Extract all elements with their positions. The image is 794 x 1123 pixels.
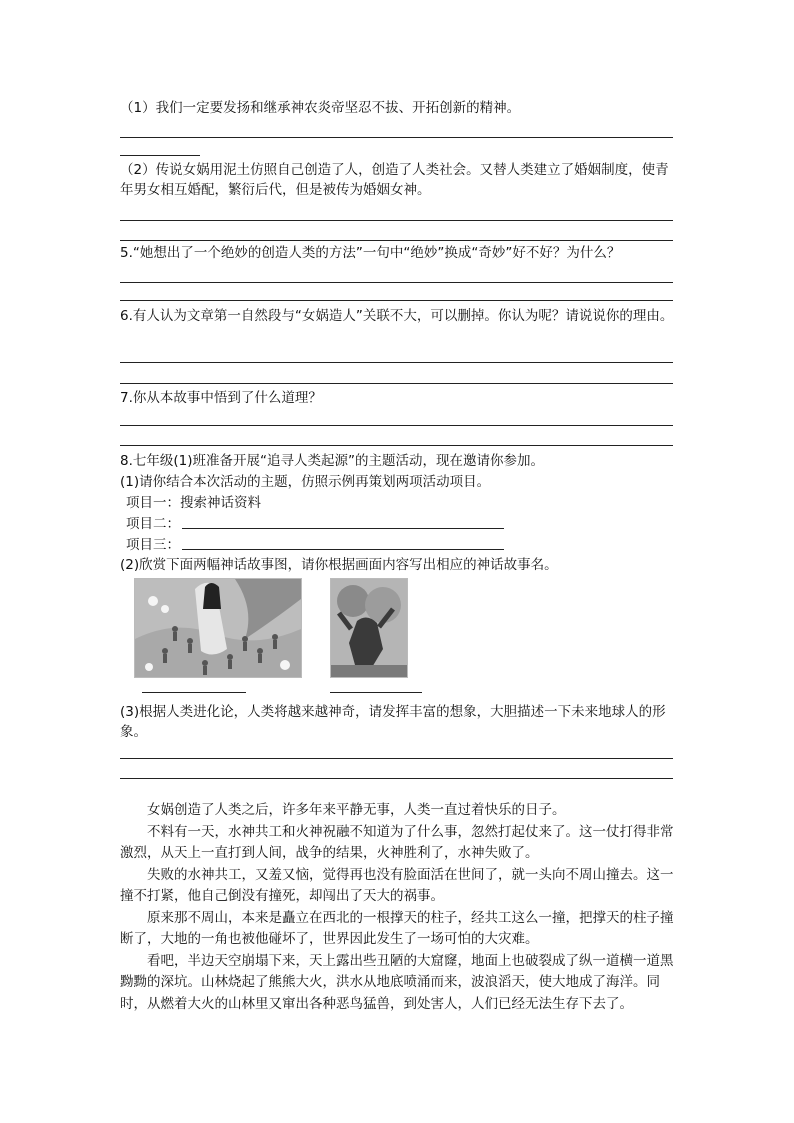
answer-line[interactable] (120, 362, 673, 363)
answer-line[interactable] (120, 300, 673, 301)
passage-paragraph-3: 失败的水神共工，又羞又恼，觉得再也没有脸面活在世间了，就一头向不周山撞去。这一撞不打紧，他自己倒没有撞死，却闯出了天大的祸事。 (120, 866, 674, 904)
project-3-answer-line[interactable] (182, 549, 504, 550)
q4-item-1: （1）我们一定要发扬和继承神农炎帝坚忍不拔、开拓创新的精神。 (120, 100, 521, 116)
q4-item-2: （2）传说女娲用泥土仿照自己创造了人，创造了人类社会。又替人类建立了婚姻制度，使青年男女相互婚配，繁衍后代，但是被传为婚姻女神。 (120, 162, 669, 198)
answer-line[interactable] (120, 282, 673, 283)
project-2-label: 项目二： (126, 516, 180, 532)
passage-paragraph-1: 女娲创造了人类之后，许多年来平静无事，人类一直过着快乐的日子。 (147, 802, 566, 818)
question-6: 6.有人认为文章第一自然段与“女娲造人”关联不大，可以删掉。你认为呢？请说说你的理由。 (120, 308, 674, 324)
mending-sky-illustration (330, 578, 408, 678)
answer-line[interactable] (120, 155, 200, 156)
passage-paragraph-4: 原来那不周山，本来是矗立在西北的一根撑天的柱子，经共工这么一撞，把撑天的柱子撞断了，大地的一角也被他碰坏了，世界因此发生了一场可怕的大灾难。 (120, 909, 674, 947)
nuwa-illustration (134, 578, 302, 678)
question-8-sub-3: (3)根据人类进化论，人类将越来越神奇，请发挥丰富的想象，大胆描述一下未来地球人的形象。 (120, 704, 666, 740)
answer-line[interactable] (120, 445, 673, 446)
passage-paragraph-2: 不料有一天，水神共工和火神祝融不知道为了什么事，忽然打起仗来了。这一仗打得非常激烈，从天上一直打到人间，战争的结果，火神胜利了，水神失败了。 (120, 823, 674, 861)
answer-line[interactable] (120, 383, 673, 384)
question-8-sub-2: (2)欣赏下面两幅神话故事图，请你根据画面内容写出相应的神话故事名。 (120, 557, 558, 573)
passage-paragraph-5: 看吧，半边天空崩塌下来，天上露出些丑陋的大窟窿，地面上也破裂成了纵一道横一道黑黝黝的深坑。山林烧起了熊熊大火，洪水从地底喷涌而来，波浪滔天，使大地成了海洋。同时，从燃着大火的山林里又窜出各种恶鸟猛兽，到处害人，人们已经无法生存下去了。 (120, 952, 674, 1012)
project-3-label: 项目三： (126, 537, 180, 553)
question-8-sub-1: (1)请你结合本次活动的主题，仿照示例再策划两项活动项目。 (120, 474, 491, 490)
project-1: 项目一：搜索神话资料 (126, 495, 261, 511)
reading-passage (120, 800, 676, 1015)
answer-line[interactable] (120, 220, 673, 221)
question-8-intro: 8.七年级(1)班准备开展“追寻人类起源”的主题活动，现在邀请你参加。 (120, 453, 544, 469)
question-7: 7.你从本故事中悟到了什么道理？ (120, 390, 322, 406)
story-name-answer-line-2[interactable] (330, 692, 422, 693)
question-5: 5.“她想出了一个绝妙的创造人类的方法”一句中“绝妙”换成“奇妙”好不好？为什么？ (120, 245, 621, 261)
answer-line[interactable] (120, 137, 673, 138)
answer-line[interactable] (120, 778, 673, 779)
answer-line[interactable] (120, 425, 673, 426)
answer-line[interactable] (120, 240, 673, 241)
project-2-answer-line[interactable] (182, 528, 504, 529)
story-name-answer-line-1[interactable] (142, 692, 246, 693)
answer-line[interactable] (120, 758, 673, 759)
